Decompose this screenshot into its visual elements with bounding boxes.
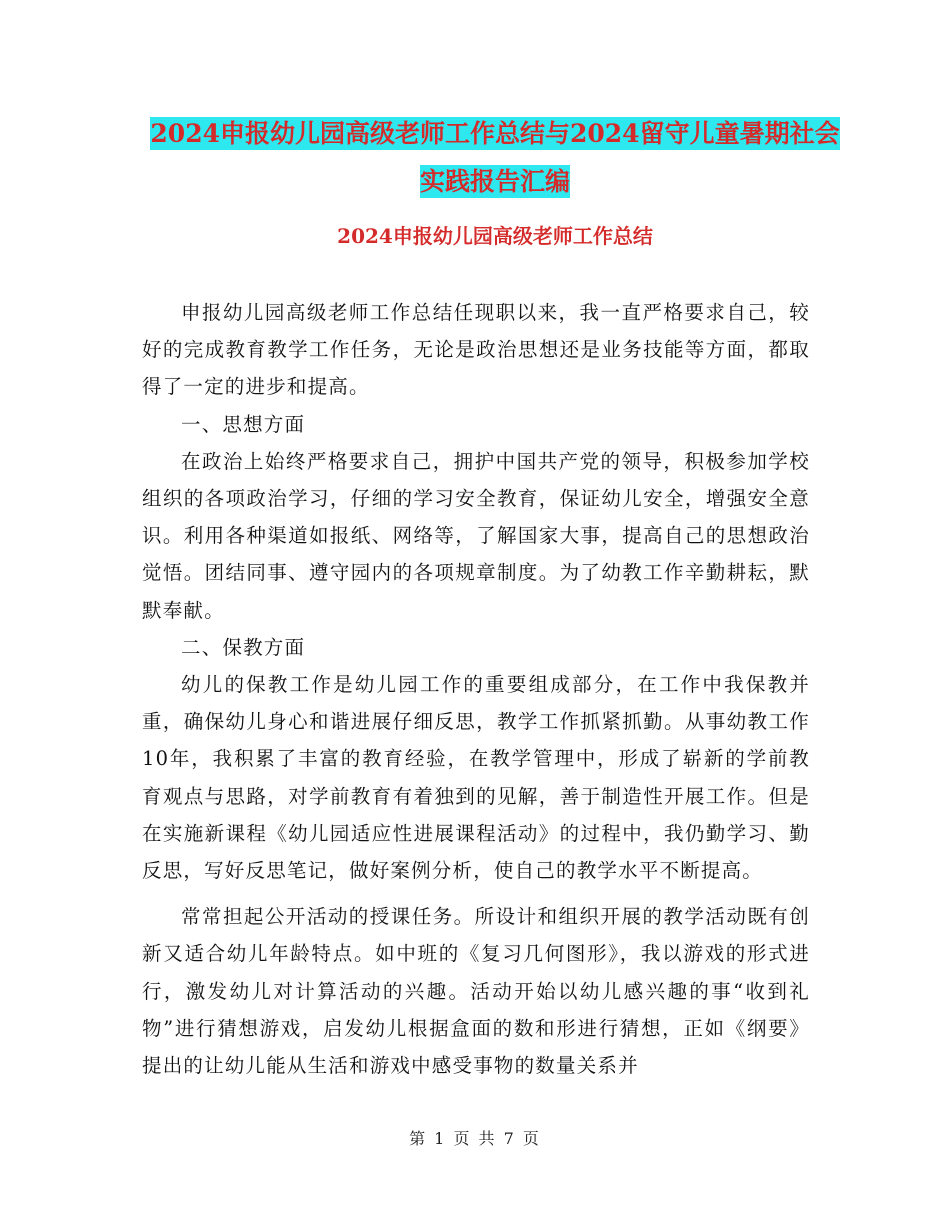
heading-thought: 一、思想方面 bbox=[181, 412, 306, 436]
intro-paragraph: 申报幼儿园高级老师工作总结任现职以来，我一直严格要求自己，较好的完成教育教学工作任务，无论是政治思想还是业务技能等方面，都取得了一定的进步和提高。 bbox=[142, 301, 810, 399]
page-number-footer: 第 1 页 共 7 页 bbox=[409, 1129, 541, 1148]
heading-care-education: 二、保教方面 bbox=[181, 635, 306, 659]
document-title bbox=[140, 110, 850, 206]
document-title-text: 2024申报幼儿园高级老师工作总结与2024留守儿童暑期社会实践报告汇编 bbox=[150, 119, 840, 196]
section-title: 2024申报幼儿园高级老师工作总结 bbox=[337, 224, 653, 248]
open-class-paragraph: 常常担起公开活动的授课任务。所设计和组织开展的教学活动既有创新又适合幼儿年龄特点。如中班的《复习几何图形》，我以游戏的形式进行，激发幼儿对计算活动的兴趣。活动开始以幼儿感兴趣的事“收到礼物”进行猜想游戏，启发幼儿根据盒面的数和形进行猜想，正如《纲要》提出的让幼儿能从生活和游戏中感受事物的数量关系并 bbox=[142, 905, 810, 1078]
document-body bbox=[142, 294, 810, 1084]
care-education-paragraph: 幼儿的保教工作是幼儿园工作的重要组成部分，在工作中我保教并重，确保幼儿身心和谐进展仔细反思，教学工作抓紧抓勤。从事幼教工作10年，我积累了丰富的教育经验，在教学管理中，形成了崭新的学前教育观点与思路，对学前教育有着独到的见解，善于制造性开展工作。但是在实施新课程《幼儿园适应性进展课程活动》的过程中，我仍勤学习、勤反思，写好反思笔记，做好案例分析，使自己的教学水平不断提高。 bbox=[142, 673, 810, 883]
thought-paragraph: 在政治上始终严格要求自己，拥护中国共产党的领导，积极参加学校组织的各项政治学习，仔细的学习安全教育，保证幼儿安全，增强安全意识。利用各种渠道如报纸、网络等，了解国家大事，提高自己的思想政治觉悟。团结同事、遵守园内的各项规章制度。为了幼教工作辛勤耕耘，默默奉献。 bbox=[142, 449, 810, 622]
